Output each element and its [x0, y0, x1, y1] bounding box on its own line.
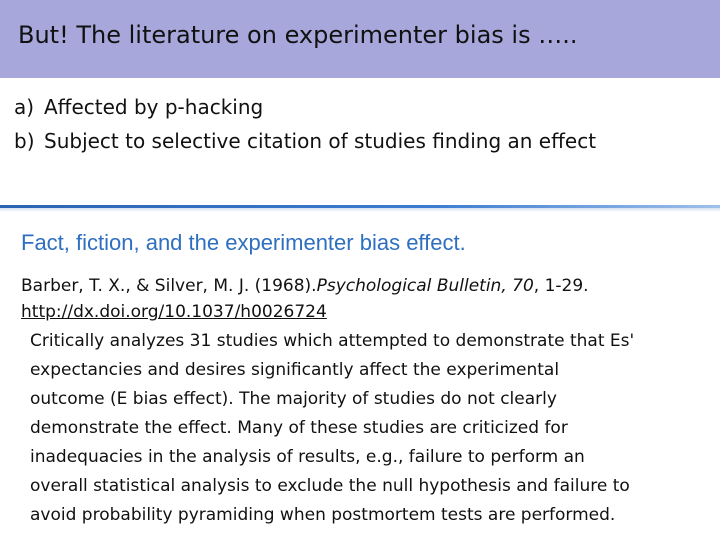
- title-bar: [0, 0, 720, 78]
- article-title: Fact, fiction, and the experimenter bias effect.: [21, 230, 466, 255]
- abstract-line: Critically analyzes 31 studies which attempted to demonstrate that Es': [30, 331, 635, 351]
- abstract-line: avoid probability pyramiding when postmortem tests are performed.: [30, 505, 616, 525]
- slide-title: But! The literature on experimenter bias is …..: [18, 21, 578, 49]
- citation-pages: , 1-29.: [533, 276, 589, 296]
- abstract-line: expectancies and desires significantly affect the experimental: [30, 360, 560, 380]
- citation-journal: Psychological Bulletin, 70: [316, 276, 534, 296]
- point-b: [14, 128, 596, 154]
- point-b-text: Subject to selective citation of studies finding an effect: [44, 129, 597, 153]
- abstract-line: overall statistical analysis to exclude the null hypothesis and failure to: [30, 476, 630, 496]
- doi-link[interactable]: http://dx.doi.org/10.1037/h0026724: [21, 302, 327, 322]
- point-a-text: Affected by p-hacking: [44, 95, 264, 119]
- abstract-line: outcome (E bias effect). The majority of studies do not clearly: [30, 389, 557, 409]
- abstract-line: inadequacies in the analysis of results, e.g., failure to perform an: [30, 447, 585, 467]
- abstract: [30, 327, 720, 530]
- citation-authors: Barber, T. X., & Silver, M. J. (1968).: [21, 276, 317, 296]
- abstract-line: demonstrate the effect. Many of these studies are criticized for: [30, 418, 568, 438]
- point-b-marker: b): [14, 129, 35, 153]
- citation: [21, 274, 589, 298]
- point-a-marker: a): [14, 95, 35, 119]
- divider-shadow: [0, 208, 720, 212]
- point-a: [14, 94, 263, 120]
